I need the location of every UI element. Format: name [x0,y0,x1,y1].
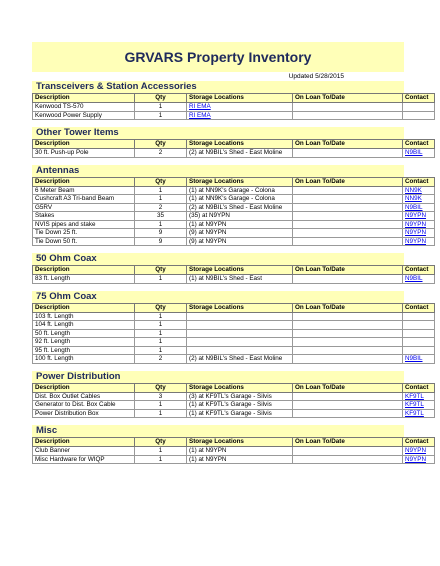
section-title: Antennas [32,165,404,177]
contact-link [403,329,435,338]
section-title: Other Tower Items [32,127,404,139]
contact-link[interactable]: N9BIL [403,275,435,284]
table-cell: Misc Hardware for WIQP [33,455,135,464]
column-header: Contact [403,177,435,186]
table-row [33,312,435,321]
table-cell: G5RV [33,203,135,212]
inventory-document [32,42,429,471]
table-cell: 6 Meter Beam [33,186,135,195]
table-cell: 9 [135,237,187,246]
contact-link[interactable]: N9BIL [403,203,435,212]
table-cell: Tie Down 50 ft. [33,237,135,246]
column-header: Description [33,438,135,447]
table-cell: (3) at KF9TL's Garage - Silvis [187,392,293,401]
table-row [33,338,435,347]
table-cell: 100 ft. Length [33,355,135,364]
section-spacer [32,418,404,425]
contact-link[interactable]: KF9TL [403,392,435,401]
table-cell: (1) at KF9TL's Garage - Silvis [187,401,293,410]
section [32,127,429,165]
table-cell: (2) at N9BIL's Shed - East Moline [187,203,293,212]
table-cell: (9) at N9YPN [187,229,293,238]
table-cell [293,212,403,221]
table-cell [187,321,293,330]
table-row [33,111,435,120]
table-cell: NVIS pipes and stake [33,220,135,229]
table-cell [293,455,403,464]
table-row [33,229,435,238]
table-cell: 83 ft. Length [33,275,135,284]
table-cell: (1) at N9YPN [187,220,293,229]
contact-link [403,346,435,355]
table-cell: 1 [135,275,187,284]
table-cell: (35) at N9YPN [187,212,293,221]
column-header: Description [33,140,135,149]
table-row [33,409,435,418]
updated-date: Updated 5/28/2015 [288,73,344,80]
table-cell: 2 [135,149,187,158]
table-cell [293,338,403,347]
table-cell: 2 [135,355,187,364]
column-header: Contact [403,266,435,275]
table-row [33,321,435,330]
table-cell: 1 [135,312,187,321]
section [32,81,429,127]
table-cell: 1 [135,321,187,330]
header-row [33,303,435,312]
contact-link[interactable]: N9BIL [403,149,435,158]
contact-link [403,321,435,330]
document-title: GRVARS Property Inventory [32,42,404,72]
column-header: Qty [135,140,187,149]
table-cell[interactable]: RI EMA [187,111,293,120]
header-row [33,438,435,447]
table-cell [293,186,403,195]
table-cell: 1 [135,338,187,347]
column-header: Description [33,303,135,312]
section [32,290,429,371]
table-row [33,355,435,364]
table-cell [293,312,403,321]
table-row [33,237,435,246]
table-cell: 1 [135,220,187,229]
contact-link [403,312,435,321]
sections-container [32,81,429,471]
table-cell: Stakes [33,212,135,221]
table-cell: 1 [135,103,187,112]
header-row [33,94,435,103]
table-row [33,149,435,158]
column-header: Qty [135,383,187,392]
table-cell: 2 [135,203,187,212]
table-cell: 1 [135,111,187,120]
table-cell: 1 [135,401,187,410]
table-cell: 9 [135,229,187,238]
table-cell: (1) at N9YPN [187,447,293,456]
table-cell [293,149,403,158]
inventory-table [32,383,435,419]
contact-link[interactable]: NN9K [403,195,435,204]
table-row [33,455,435,464]
column-header: Description [33,383,135,392]
contact-link[interactable]: N9YPN [403,455,435,464]
table-cell [187,346,293,355]
column-header: Qty [135,94,187,103]
table-cell [293,220,403,229]
table-cell: Club Banner [33,447,135,456]
table-cell [293,447,403,456]
table-cell [293,401,403,410]
table-cell [293,111,403,120]
table-cell: Power Distribution Box [33,409,135,418]
section [32,425,429,471]
contact-link[interactable]: NN9K [403,186,435,195]
column-header: Contact [403,438,435,447]
inventory-table [32,437,435,464]
table-row [33,103,435,112]
table-cell: 1 [135,329,187,338]
section-spacer [32,364,404,371]
table-cell: Kenwood Power Supply [33,111,135,120]
table-cell [293,329,403,338]
table-cell [293,237,403,246]
contact-link[interactable]: N9YPN [403,220,435,229]
column-header: Contact [403,94,435,103]
column-header: Contact [403,140,435,149]
table-cell: (1) at NN9K's Garage - Colona [187,195,293,204]
column-header: Storage Locations [187,94,293,103]
table-cell: 95 ft. Length [33,346,135,355]
section-title: 50 Ohm Coax [32,253,404,265]
column-header: Storage Locations [187,177,293,186]
column-header: Qty [135,266,187,275]
table-cell [293,103,403,112]
column-header: Storage Locations [187,266,293,275]
table-cell [293,321,403,330]
table-row [33,203,435,212]
section [32,164,429,254]
column-header: On Loan To/Date [293,177,403,186]
contact-link[interactable]: N9YPN [403,212,435,221]
column-header: Description [33,177,135,186]
table-cell: Kenwood TS-570 [33,103,135,112]
table-cell: 1 [135,346,187,355]
table-row [33,212,435,221]
table-row [33,275,435,284]
section [32,370,429,426]
column-header: On Loan To/Date [293,266,403,275]
table-cell: (1) at KF9TL's Garage - Silvis [187,409,293,418]
contact-link[interactable]: KF9TL [403,401,435,410]
table-cell: (2) at N9BIL's Shed - East Moline [187,355,293,364]
contact-link[interactable]: KF9TL [403,409,435,418]
header-row [33,266,435,275]
section-spacer [32,284,404,291]
table-cell [293,203,403,212]
table-cell [187,338,293,347]
table-cell: 50 ft. Length [33,329,135,338]
section [32,253,429,291]
table-cell: Dist. Box Outlet Cables [33,392,135,401]
column-header: Storage Locations [187,140,293,149]
table-cell: 1 [135,455,187,464]
section-title: Misc [32,425,404,437]
section-spacer [32,246,404,253]
section-title: Power Distribution [32,371,404,383]
table-row [33,195,435,204]
section-title: Transceivers & Station Accessories [32,81,404,93]
table-cell [187,312,293,321]
contact-link[interactable]: N9YPN [403,229,435,238]
table-cell: Tie Down 25 ft. [33,229,135,238]
table-row [33,346,435,355]
table-cell: 3 [135,392,187,401]
table-cell: (1) at NN9K's Garage - Colona [187,186,293,195]
table-cell: (9) at N9YPN [187,237,293,246]
table-cell [293,275,403,284]
column-header: On Loan To/Date [293,303,403,312]
table-cell[interactable]: RI EMA [187,103,293,112]
table-cell: 103 ft. Length [33,312,135,321]
column-header: On Loan To/Date [293,438,403,447]
table-cell: (1) at N9YPN [187,455,293,464]
contact-link [403,103,435,112]
section-spacer [32,120,404,127]
table-cell [293,355,403,364]
table-cell: 1 [135,186,187,195]
table-cell: Cushcraft A3 Tri-band Beam [33,195,135,204]
table-cell: (1) at N9BIL's Shed - East [187,275,293,284]
header-row [33,383,435,392]
column-header: Contact [403,303,435,312]
table-cell: (2) at N9BIL's Shed - East Moline [187,149,293,158]
table-cell: 1 [135,195,187,204]
table-cell [293,392,403,401]
section-spacer [32,464,404,471]
inventory-table [32,139,435,158]
column-header: Storage Locations [187,438,293,447]
table-row [33,401,435,410]
contact-link[interactable]: N9YPN [403,237,435,246]
table-cell [293,195,403,204]
table-cell: 92 ft. Length [33,338,135,347]
table-row [33,220,435,229]
column-header: Qty [135,177,187,186]
table-cell: 1 [135,447,187,456]
table-row [33,186,435,195]
table-row [33,329,435,338]
table-cell [293,409,403,418]
inventory-table [32,265,435,284]
column-header: Contact [403,383,435,392]
table-row [33,392,435,401]
section-title: 75 Ohm Coax [32,291,404,303]
table-cell [187,329,293,338]
inventory-table [32,177,435,247]
table-cell: 104 ft. Length [33,321,135,330]
contact-link [403,111,435,120]
inventory-table [32,303,435,364]
column-header: On Loan To/Date [293,94,403,103]
table-row [33,447,435,456]
column-header: Description [33,94,135,103]
header-row [33,140,435,149]
section-spacer [32,158,404,165]
table-cell: Generator to Dist. Box Cable [33,401,135,410]
table-cell: 30 ft. Push-up Pole [33,149,135,158]
contact-link [403,338,435,347]
column-header: On Loan To/Date [293,140,403,149]
table-cell: 1 [135,409,187,418]
column-header: Storage Locations [187,383,293,392]
header-row [33,177,435,186]
column-header: Storage Locations [187,303,293,312]
contact-link[interactable]: N9YPN [403,447,435,456]
table-cell [293,229,403,238]
contact-link[interactable]: N9BIL [403,355,435,364]
table-cell: 35 [135,212,187,221]
table-cell [293,346,403,355]
column-header: Qty [135,303,187,312]
column-header: On Loan To/Date [293,383,403,392]
column-header: Qty [135,438,187,447]
inventory-table [32,93,435,120]
column-header: Description [33,266,135,275]
